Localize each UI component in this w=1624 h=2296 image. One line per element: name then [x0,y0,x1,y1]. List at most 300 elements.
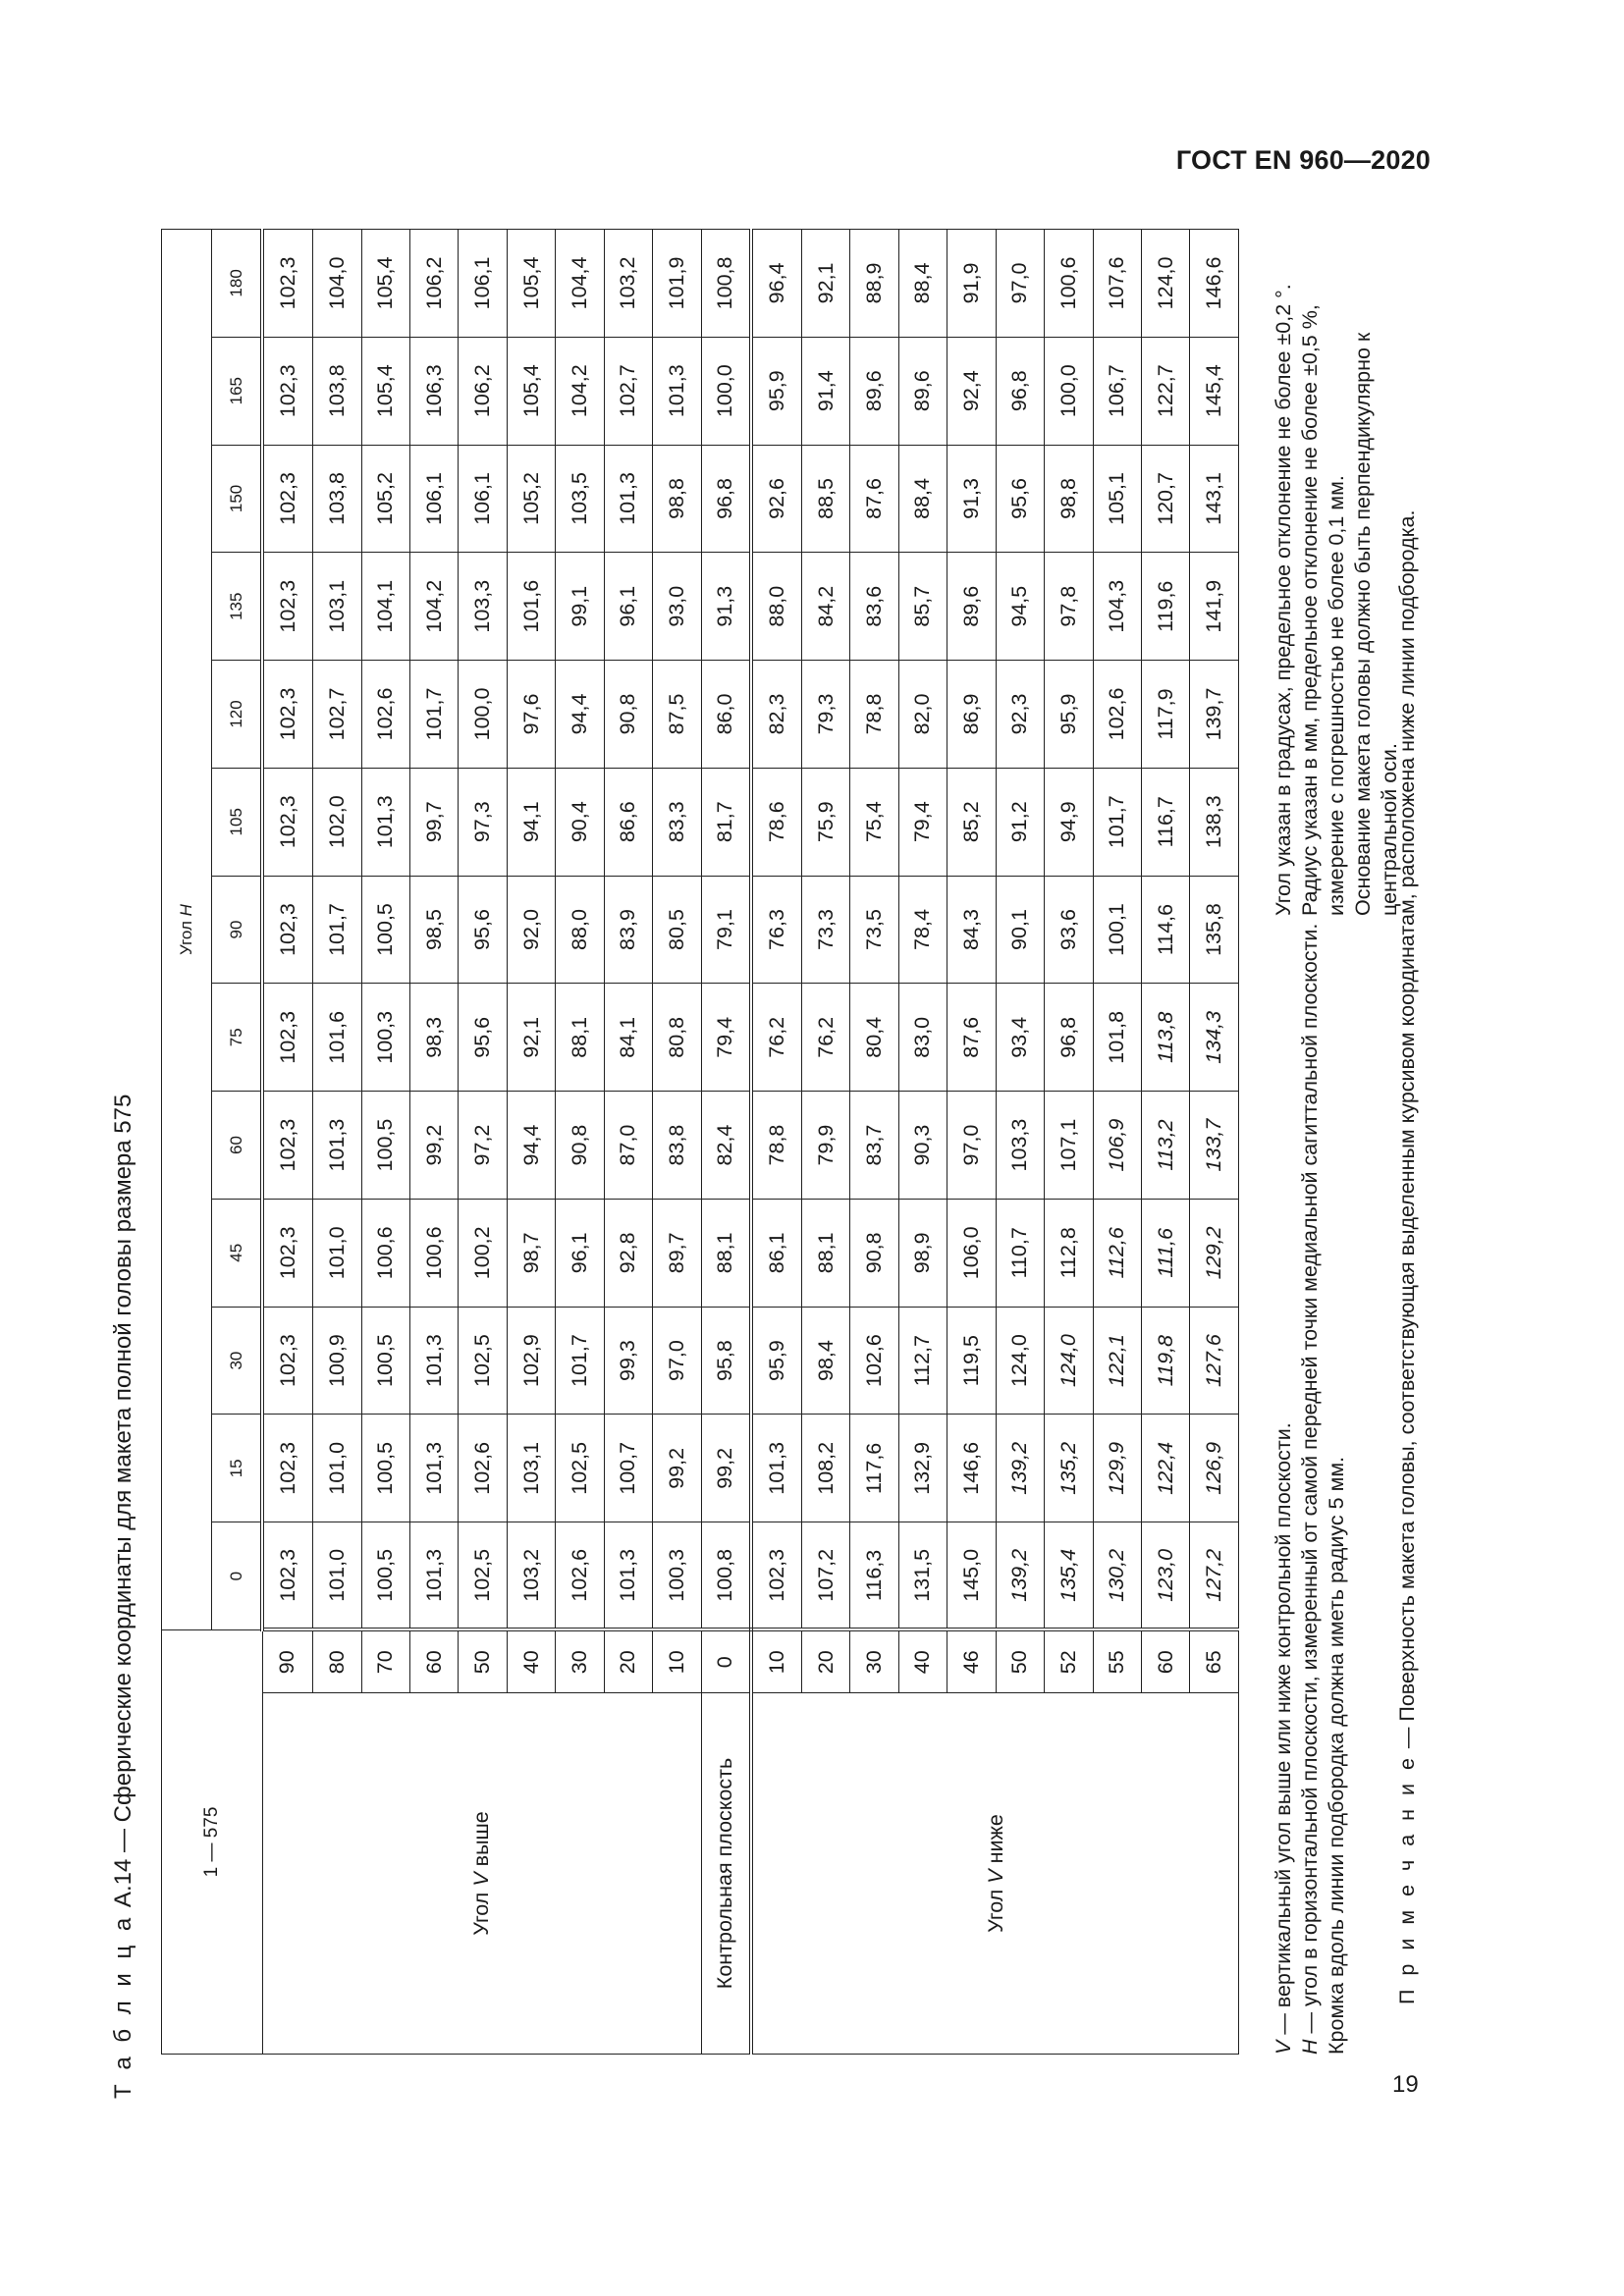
value-cell: 88,1 [701,1199,751,1307]
value-cell: 76,2 [751,984,801,1092]
value-cell: 129,9 [1093,1415,1141,1522]
value-cell: 102,5 [459,1522,507,1630]
value-cell: 95,6 [459,876,507,984]
value-cell: 100,6 [1045,230,1093,338]
value-cell: 102,3 [262,1199,312,1307]
note-h: H — угол в горизонтальной плоскости, измеренный от самой передней точки медиальной сагиттальной плоскости. [1298,923,1322,2055]
value-cell: 108,2 [801,1415,849,1522]
value-cell: 114,6 [1141,876,1189,984]
value-cell: 93,0 [653,553,701,661]
value-cell: 135,8 [1190,876,1239,984]
value-cell: 95,6 [996,445,1044,553]
value-cell: 90,3 [898,1092,947,1200]
value-cell: 100,0 [459,661,507,769]
value-cell: 100,3 [361,984,409,1092]
value-cell: 104,4 [556,230,604,338]
value-cell: 96,8 [996,337,1044,445]
value-cell: 88,4 [898,230,947,338]
value-cell: 102,5 [459,1307,507,1415]
value-cell: 104,3 [1093,553,1141,661]
value-cell: 106,1 [459,445,507,553]
v-angle-cell: 52 [1045,1629,1093,1692]
value-cell: 102,7 [604,337,652,445]
value-cell: 119,5 [947,1307,996,1415]
value-cell: 79,4 [701,984,751,1092]
value-cell: 100,8 [701,1522,751,1630]
value-cell: 102,3 [262,445,312,553]
value-cell: 102,3 [262,1092,312,1200]
value-cell: 80,5 [653,876,701,984]
table-row [751,230,801,2055]
value-cell: 94,5 [996,553,1044,661]
value-cell: 104,0 [313,230,361,338]
value-cell: 94,1 [507,768,555,876]
value-cell: 88,1 [556,984,604,1092]
header-row-1 [162,230,212,2055]
note-chin-edge: Кромка вдоль линии подбородка должна иметь радиус 5 мм. [1325,1456,1348,2055]
v-angle-cell: 10 [751,1629,801,1692]
value-cell: 102,3 [262,876,312,984]
value-cell: 119,6 [1141,553,1189,661]
value-cell: 113,8 [1141,984,1189,1092]
value-cell: 112,6 [1093,1199,1141,1307]
value-cell: 101,3 [361,768,409,876]
value-cell: 102,3 [262,1307,312,1415]
value-cell: 105,4 [361,230,409,338]
value-cell: 131,5 [898,1522,947,1630]
value-cell: 120,7 [1141,445,1189,553]
value-cell: 98,4 [801,1307,849,1415]
value-cell: 102,3 [262,1415,312,1522]
value-cell: 82,0 [898,661,947,769]
value-cell: 98,5 [409,876,458,984]
value-cell: 116,3 [850,1522,898,1630]
value-cell: 101,6 [313,984,361,1092]
value-cell: 92,4 [947,337,996,445]
value-cell: 101,0 [313,1522,361,1630]
value-cell: 81,7 [701,768,751,876]
value-cell: 87,0 [604,1092,652,1200]
value-cell: 90,4 [556,768,604,876]
value-cell: 102,0 [313,768,361,876]
table-row [262,230,312,2055]
value-cell: 102,3 [262,230,312,338]
value-cell: 89,6 [850,337,898,445]
value-cell: 73,5 [850,876,898,984]
value-cell: 100,3 [653,1522,701,1630]
value-cell: 101,7 [313,876,361,984]
value-cell: 133,7 [1190,1092,1239,1200]
value-cell: 97,3 [459,768,507,876]
value-cell: 124,0 [1141,230,1189,338]
v-angle-cell: 20 [604,1629,652,1692]
h-angle-header: 105 [211,768,262,876]
value-cell: 105,2 [361,445,409,553]
value-cell: 93,6 [1045,876,1093,984]
h-angle-header: 45 [211,1199,262,1307]
value-cell: 99,7 [409,768,458,876]
value-cell: 94,4 [556,661,604,769]
value-cell: 95,9 [751,337,801,445]
value-cell: 100,8 [701,230,751,338]
value-cell: 88,9 [850,230,898,338]
value-cell: 102,3 [262,553,312,661]
note-angle: Угол указан в градусах, предельное отклонение не более ±0,2 °. [1272,284,1295,916]
value-cell: 95,6 [459,984,507,1092]
value-cell: 139,7 [1190,661,1239,769]
v-angle-cell: 90 [262,1629,312,1692]
value-cell: 102,6 [850,1307,898,1415]
value-cell: 126,9 [1190,1415,1239,1522]
value-cell: 91,3 [701,553,751,661]
h-angle-header: 15 [211,1415,262,1522]
v-angle-cell: 46 [947,1629,996,1692]
value-cell: 101,0 [313,1415,361,1522]
value-cell: 87,5 [653,661,701,769]
rotated-table-block [94,167,1430,2099]
v-angle-cell: 50 [996,1629,1044,1692]
value-cell: 86,6 [604,768,652,876]
value-cell: 92,6 [751,445,801,553]
note-radius: Радиус указан в мм, предельное отклонение не более ±0,5 %, измерение с погрешностью не более 0,1 мм. [1298,304,1348,916]
value-cell: 83,6 [850,553,898,661]
h-angle-header: 120 [211,661,262,769]
value-cell: 100,6 [361,1199,409,1307]
value-cell: 90,1 [996,876,1044,984]
value-cell: 100,5 [361,1092,409,1200]
h-angle-header: 30 [211,1307,262,1415]
value-cell: 105,2 [507,445,555,553]
value-cell: 112,7 [898,1307,947,1415]
h-angle-header: 60 [211,1092,262,1200]
value-cell: 80,4 [850,984,898,1092]
value-cell: 83,3 [653,768,701,876]
value-cell: 83,9 [604,876,652,984]
value-cell: 83,0 [898,984,947,1092]
value-cell: 75,4 [850,768,898,876]
value-cell: 99,2 [409,1092,458,1200]
value-cell: 117,9 [1141,661,1189,769]
value-cell: 124,0 [996,1307,1044,1415]
value-cell: 130,2 [1093,1522,1141,1630]
value-cell: 102,6 [1093,661,1141,769]
value-cell: 123,0 [1141,1522,1189,1630]
value-cell: 106,3 [409,337,458,445]
caption-prefix: Т а б л и ц а [110,1913,136,2099]
value-cell: 91,2 [996,768,1044,876]
value-cell: 73,3 [801,876,849,984]
table-row [701,230,751,2055]
value-cell: 96,1 [556,1199,604,1307]
value-cell: 84,3 [947,876,996,984]
v-angle-cell: 30 [556,1629,604,1692]
value-cell: 132,9 [898,1415,947,1522]
value-cell: 104,2 [556,337,604,445]
value-cell: 102,3 [262,337,312,445]
value-cell: 127,6 [1190,1307,1239,1415]
value-cell: 146,6 [1190,230,1239,338]
value-cell: 101,3 [313,1092,361,1200]
note-final: П р и м е ч а н и е — Поверхность макета головы, соответствующая выделенным курсивом координатам, расположена ниже линии подбородка. [1395,509,1419,2004]
value-cell: 99,1 [556,553,604,661]
value-cell: 134,3 [1190,984,1239,1092]
value-cell: 102,3 [262,1522,312,1630]
value-cell: 106,9 [1093,1092,1141,1200]
h-angle-header: 150 [211,445,262,553]
value-cell: 106,7 [1093,337,1141,445]
value-cell: 102,3 [262,768,312,876]
value-cell: 100,7 [604,1415,652,1522]
v-angle-cell: 60 [409,1629,458,1692]
value-cell: 101,9 [653,230,701,338]
corner-cell: 1 — 575 [162,1629,263,2054]
value-cell: 139,2 [996,1522,1044,1630]
value-cell: 101,7 [556,1307,604,1415]
value-cell: 113,2 [1141,1092,1189,1200]
value-cell: 82,4 [701,1092,751,1200]
value-cell: 102,6 [459,1415,507,1522]
value-cell: 122,4 [1141,1415,1189,1522]
value-cell: 98,3 [409,984,458,1092]
value-cell: 89,7 [653,1199,701,1307]
value-cell: 88,0 [556,876,604,984]
value-cell: 102,3 [262,984,312,1092]
value-cell: 100,6 [409,1199,458,1307]
value-cell: 96,8 [1045,984,1093,1092]
group-label-group_above: Угол V выше [262,1693,701,2055]
value-cell: 101,3 [653,337,701,445]
caption-text: А.14 — Сферические координаты для макета полной головы размера 575 [110,1094,136,1914]
value-cell: 78,8 [751,1092,801,1200]
value-cell: 76,3 [751,876,801,984]
v-angle-cell: 65 [1190,1629,1239,1692]
value-cell: 105,1 [1093,445,1141,553]
value-cell: 101,3 [409,1415,458,1522]
value-cell: 86,1 [751,1199,801,1307]
h-angle-header: 90 [211,876,262,984]
value-cell: 101,0 [313,1199,361,1307]
table-caption [110,167,137,2099]
value-cell: 101,6 [507,553,555,661]
value-cell: 138,3 [1190,768,1239,876]
value-cell: 90,8 [604,661,652,769]
group-label-group_below: Угол V ниже [751,1693,1238,2055]
value-cell: 80,8 [653,984,701,1092]
notes-right [1271,229,1403,916]
value-cell: 97,0 [996,230,1044,338]
value-cell: 101,3 [751,1415,801,1522]
value-cell: 79,1 [701,876,751,984]
value-cell: 92,0 [507,876,555,984]
value-cell: 90,8 [556,1092,604,1200]
value-cell: 91,3 [947,445,996,553]
value-cell: 90,8 [850,1199,898,1307]
value-cell: 100,5 [361,1307,409,1415]
value-cell: 75,9 [801,768,849,876]
value-cell: 141,9 [1190,553,1239,661]
value-cell: 104,1 [361,553,409,661]
value-cell: 98,7 [507,1199,555,1307]
value-cell: 103,1 [313,553,361,661]
value-cell: 92,3 [996,661,1044,769]
value-cell: 119,8 [1141,1307,1189,1415]
value-cell: 97,0 [947,1092,996,1200]
value-cell: 88,0 [751,553,801,661]
v-angle-cell: 55 [1093,1629,1141,1692]
value-cell: 102,9 [507,1307,555,1415]
value-cell: 106,0 [947,1199,996,1307]
value-cell: 85,2 [947,768,996,876]
value-cell: 103,8 [313,337,361,445]
value-cell: 86,0 [701,661,751,769]
value-cell: 124,0 [1045,1307,1093,1415]
value-cell: 99,2 [653,1415,701,1522]
h-angle-header: 75 [211,984,262,1092]
v-angle-cell: 70 [361,1629,409,1692]
value-cell: 79,4 [898,768,947,876]
value-cell: 102,5 [556,1415,604,1522]
value-cell: 110,7 [996,1199,1044,1307]
value-cell: 78,6 [751,768,801,876]
h-angle-header: 135 [211,553,262,661]
value-cell: 83,8 [653,1092,701,1200]
value-cell: 107,2 [801,1522,849,1630]
value-cell: 95,9 [751,1307,801,1415]
value-cell: 99,3 [604,1307,652,1415]
note-base: Основание макета головы должно быть перпендикулярно к центральной оси. [1351,332,1401,916]
value-cell: 117,6 [850,1415,898,1522]
value-cell: 103,2 [604,230,652,338]
value-cell: 145,0 [947,1522,996,1630]
reference-plane-label: Контрольная плоскость [701,1693,751,2055]
value-cell: 99,2 [701,1415,751,1522]
value-cell: 111,6 [1141,1199,1189,1307]
value-cell: 105,4 [507,230,555,338]
value-cell: 83,7 [850,1092,898,1200]
v-angle-cell: 50 [459,1629,507,1692]
value-cell: 103,3 [996,1092,1044,1200]
value-cell: 94,4 [507,1092,555,1200]
v-angle-cell: 40 [507,1629,555,1692]
v-angle-cell: 80 [313,1629,361,1692]
value-cell: 122,1 [1093,1307,1141,1415]
value-cell: 87,6 [947,984,996,1092]
value-cell: 106,1 [409,445,458,553]
value-cell: 92,8 [604,1199,652,1307]
value-cell: 98,8 [1045,445,1093,553]
v-angle-cell: 30 [850,1629,898,1692]
value-cell: 100,5 [361,876,409,984]
value-cell: 92,1 [801,230,849,338]
value-cell: 101,3 [409,1522,458,1630]
value-cell: 105,4 [507,337,555,445]
value-cell: 100,9 [313,1307,361,1415]
notes-left [1271,916,1350,2055]
value-cell: 85,7 [898,553,947,661]
value-cell: 107,1 [1045,1092,1093,1200]
value-cell: 98,8 [653,445,701,553]
value-cell: 91,4 [801,337,849,445]
value-cell: 145,4 [1190,337,1239,445]
v-angle-cell: 0 [701,1629,751,1692]
value-cell: 89,6 [898,337,947,445]
coordinates-table [161,229,1239,2055]
value-cell: 102,3 [751,1522,801,1630]
value-cell: 105,4 [361,337,409,445]
value-cell: 97,0 [653,1307,701,1415]
value-cell: 107,6 [1093,230,1141,338]
value-cell: 100,5 [361,1415,409,1522]
v-angle-cell: 20 [801,1629,849,1692]
value-cell: 101,7 [409,661,458,769]
value-cell: 106,2 [459,337,507,445]
value-cell: 106,1 [459,230,507,338]
value-cell: 95,9 [1045,661,1093,769]
value-cell: 84,2 [801,553,849,661]
value-cell: 92,1 [507,984,555,1092]
value-cell: 135,2 [1045,1415,1093,1522]
h-angle-header: 180 [211,230,262,338]
value-cell: 101,3 [604,1522,652,1630]
value-cell: 97,6 [507,661,555,769]
value-cell: 100,2 [459,1199,507,1307]
value-cell: 88,1 [801,1199,849,1307]
value-cell: 102,7 [313,661,361,769]
value-cell: 101,3 [604,445,652,553]
value-cell: 143,1 [1190,445,1239,553]
value-cell: 96,1 [604,553,652,661]
value-cell: 101,7 [1093,768,1141,876]
value-cell: 76,2 [801,984,849,1092]
value-cell: 98,9 [898,1199,947,1307]
document-header: ГОСТ EN 960—2020 [1175,145,1431,175]
h-axis-label: Угол H [162,230,212,1630]
value-cell: 96,8 [701,445,751,553]
value-cell: 103,5 [556,445,604,553]
value-cell: 100,5 [361,1522,409,1630]
value-cell: 97,8 [1045,553,1093,661]
value-cell: 89,6 [947,553,996,661]
value-cell: 103,2 [507,1522,555,1630]
value-cell: 100,0 [1045,337,1093,445]
value-cell: 88,4 [898,445,947,553]
h-angle-header: 165 [211,337,262,445]
value-cell: 104,2 [409,553,458,661]
value-cell: 127,2 [1190,1522,1239,1630]
value-cell: 100,0 [701,337,751,445]
value-cell: 102,6 [556,1522,604,1630]
value-cell: 116,7 [1141,768,1189,876]
page-number: 19 [1392,2071,1419,2098]
value-cell: 87,6 [850,445,898,553]
value-cell: 112,8 [1045,1199,1093,1307]
value-cell: 97,2 [459,1092,507,1200]
v-angle-cell: 60 [1141,1629,1189,1692]
value-cell: 95,8 [701,1307,751,1415]
value-cell: 78,8 [850,661,898,769]
v-angle-cell: 10 [653,1629,701,1692]
value-cell: 102,6 [361,661,409,769]
value-cell: 100,1 [1093,876,1141,984]
value-cell: 101,3 [409,1307,458,1415]
value-cell: 88,5 [801,445,849,553]
value-cell: 79,9 [801,1092,849,1200]
value-cell: 79,3 [801,661,849,769]
note-v: V — вертикальный угол выше или ниже контрольной плоскости. [1272,1422,1295,2055]
value-cell: 96,4 [751,230,801,338]
value-cell: 102,3 [262,661,312,769]
value-cell: 122,7 [1141,337,1189,445]
